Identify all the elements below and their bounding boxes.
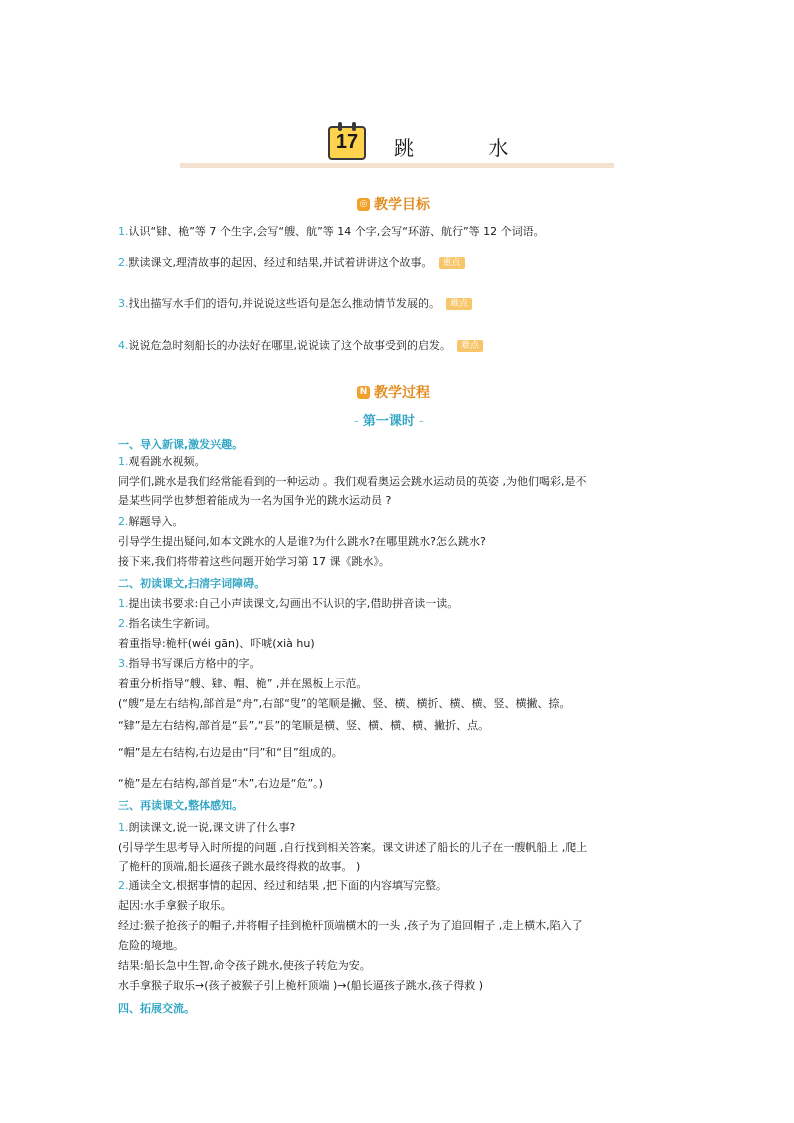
goal-item-4: 4.说说危急时刻船长的办法好在哪里,说说读了这个故事受到的启发。 难点 [118, 337, 483, 353]
process-icon: N [357, 386, 370, 399]
section-subheading [118, 1000, 195, 1016]
body-line [118, 839, 587, 855]
line-text: 观看跳水视频。 [128, 455, 206, 468]
difficulty-badge: 难点 [457, 340, 483, 352]
line-text: “桅”是左右结构,部首是“木”,右边是“危”。) [118, 777, 323, 790]
goal-item-3: 3.找出描写水手们的语句,并说说这些语句是怎么推动情节发展的。 难点 [118, 295, 472, 311]
line-text: 接下来,我们将带着这些问题开始学习第 17 课《跳水》。 [118, 555, 390, 568]
body-line [118, 957, 371, 973]
line-text: 水手拿猴子取乐→(孩子被猴子引上桅杆顶端 )→(船长逼孩子跳水,孩子得救 ) [118, 979, 484, 992]
difficulty-badge: 难点 [446, 298, 472, 310]
line-text: 起因:水手拿猴子取乐。 [118, 899, 232, 912]
body-line [118, 473, 586, 489]
body-line [118, 635, 315, 651]
step-number: 2. [118, 617, 129, 630]
line-text: 了桅杆的顶端,船长逼孩子跳水最终得救的故事。 ) [118, 860, 361, 873]
body-line [118, 695, 570, 711]
line-text: 着重指导:桅杆(wéi gān)、吓唬(xià hu) [118, 637, 315, 650]
line-text: 同学们,跳水是我们经常能看到的一种运动 。我们观看奥运会跳水运动员的英姿 ,为他们喝彩,是不 [118, 475, 587, 488]
target-icon: ◎ [357, 198, 370, 211]
step-number: 2. [118, 879, 129, 892]
step-number: 1. [118, 455, 129, 468]
body-line [118, 937, 184, 953]
period-label: - 第一课时 - [354, 414, 424, 429]
step-number: 2. [118, 515, 129, 528]
section-subheading [118, 575, 265, 591]
body-line [118, 717, 489, 733]
line-text: 提出读书要求:自己小声读课文,勾画出不认识的字,借助拼音读一读。 [128, 597, 459, 610]
line-text: 二、初读课文,扫清字词障碍。 [118, 577, 266, 590]
body-line [118, 775, 323, 791]
step-number: 1. [118, 821, 129, 834]
line-text: 结果:船长急中生智,命令孩子跳水,使孩子转危为安。 [118, 959, 371, 972]
body-line [118, 744, 343, 760]
body-line [118, 655, 261, 671]
body-line [118, 615, 217, 631]
line-text: (“艘”是左右结构,部首是“舟”,右部“叟”的笔顺是撇、竖、横、横折、横、横、竖、横撇、捺。 [118, 697, 571, 710]
body-line [118, 858, 360, 874]
body-line [118, 675, 367, 691]
body-line [118, 977, 483, 993]
goal-item-1: 1.认识“肄、桅”等 7 个生字,会写“艘、航”等 14 个字,会写“环游、航行”等 12 个词语。 [118, 225, 545, 238]
section-subheading [118, 797, 243, 813]
line-text: 三、再读课文,整体感知。 [118, 799, 244, 812]
body-line [118, 819, 295, 835]
line-text: 指导书写课后方格中的字。 [128, 657, 261, 670]
body-line [118, 553, 390, 569]
body-line [118, 513, 184, 529]
line-text: “肄”是左右结构,部首是“镸”,“镸”的笔顺是横、竖、横、横、横、撇折、点。 [118, 719, 490, 732]
line-text: 通读全文,根据事情的起因、经过和结果 ,把下面的内容填写完整。 [128, 879, 447, 892]
body-line [118, 492, 391, 508]
line-text: 解题导入。 [128, 515, 184, 528]
process-heading: N 教学过程 [357, 382, 430, 402]
step-number: 1. [118, 597, 129, 610]
key-point-badge: 重点 [439, 257, 465, 269]
line-text: 经过:猴子抢孩子的帽子,并将帽子挂到桅杆顶端横木的一头 ,孩子为了追回帽子 ,走上横木,陷入了 [118, 919, 583, 932]
line-text: “帽”是左右结构,右边是由“冃”和“目”组成的。 [118, 746, 343, 759]
body-line [118, 897, 232, 913]
line-text: 四、拓展交流。 [118, 1002, 195, 1015]
section-subheading [118, 436, 243, 452]
body-line [118, 533, 486, 549]
line-text: 危险的境地。 [118, 939, 184, 952]
line-text: 着重分析指导“艘、肄、帽、桅” ,并在黑板上示范。 [118, 677, 368, 690]
line-text: 引导学生提出疑问,如本文跳水的人是谁?为什么跳水?在哪里跳水?怎么跳水? [118, 535, 486, 548]
goal-item-2: 2.默读课文,理清故事的起因、经过和结果,并试着讲讲这个故事。 重点 [118, 254, 465, 270]
line-text: 是某些同学也梦想着能成为一名为国争光的跳水运动员 ? [118, 494, 392, 507]
goals-heading: ◎ 教学目标 [357, 194, 430, 214]
body-line [118, 595, 458, 611]
calendar-icon [328, 126, 366, 160]
line-text: 指名读生字新词。 [128, 617, 217, 630]
body-line [118, 877, 447, 893]
lesson-number: 17 [335, 131, 359, 153]
lesson-header [180, 122, 614, 170]
lesson-title: 跳 水 [394, 136, 543, 160]
line-text: 朗读课文,说一说,课文讲了什么事? [128, 821, 296, 834]
title-divider [180, 163, 614, 168]
body-line [118, 453, 206, 469]
body-line [118, 917, 583, 933]
step-number: 3. [118, 657, 129, 670]
line-text: (引导学生思考导入时所提的问题 ,自行找到相关答案。课文讲述了船长的儿子在一艘帆船上 ,爬上 [118, 841, 588, 854]
line-text: 一、导入新课,激发兴趣。 [118, 438, 244, 451]
